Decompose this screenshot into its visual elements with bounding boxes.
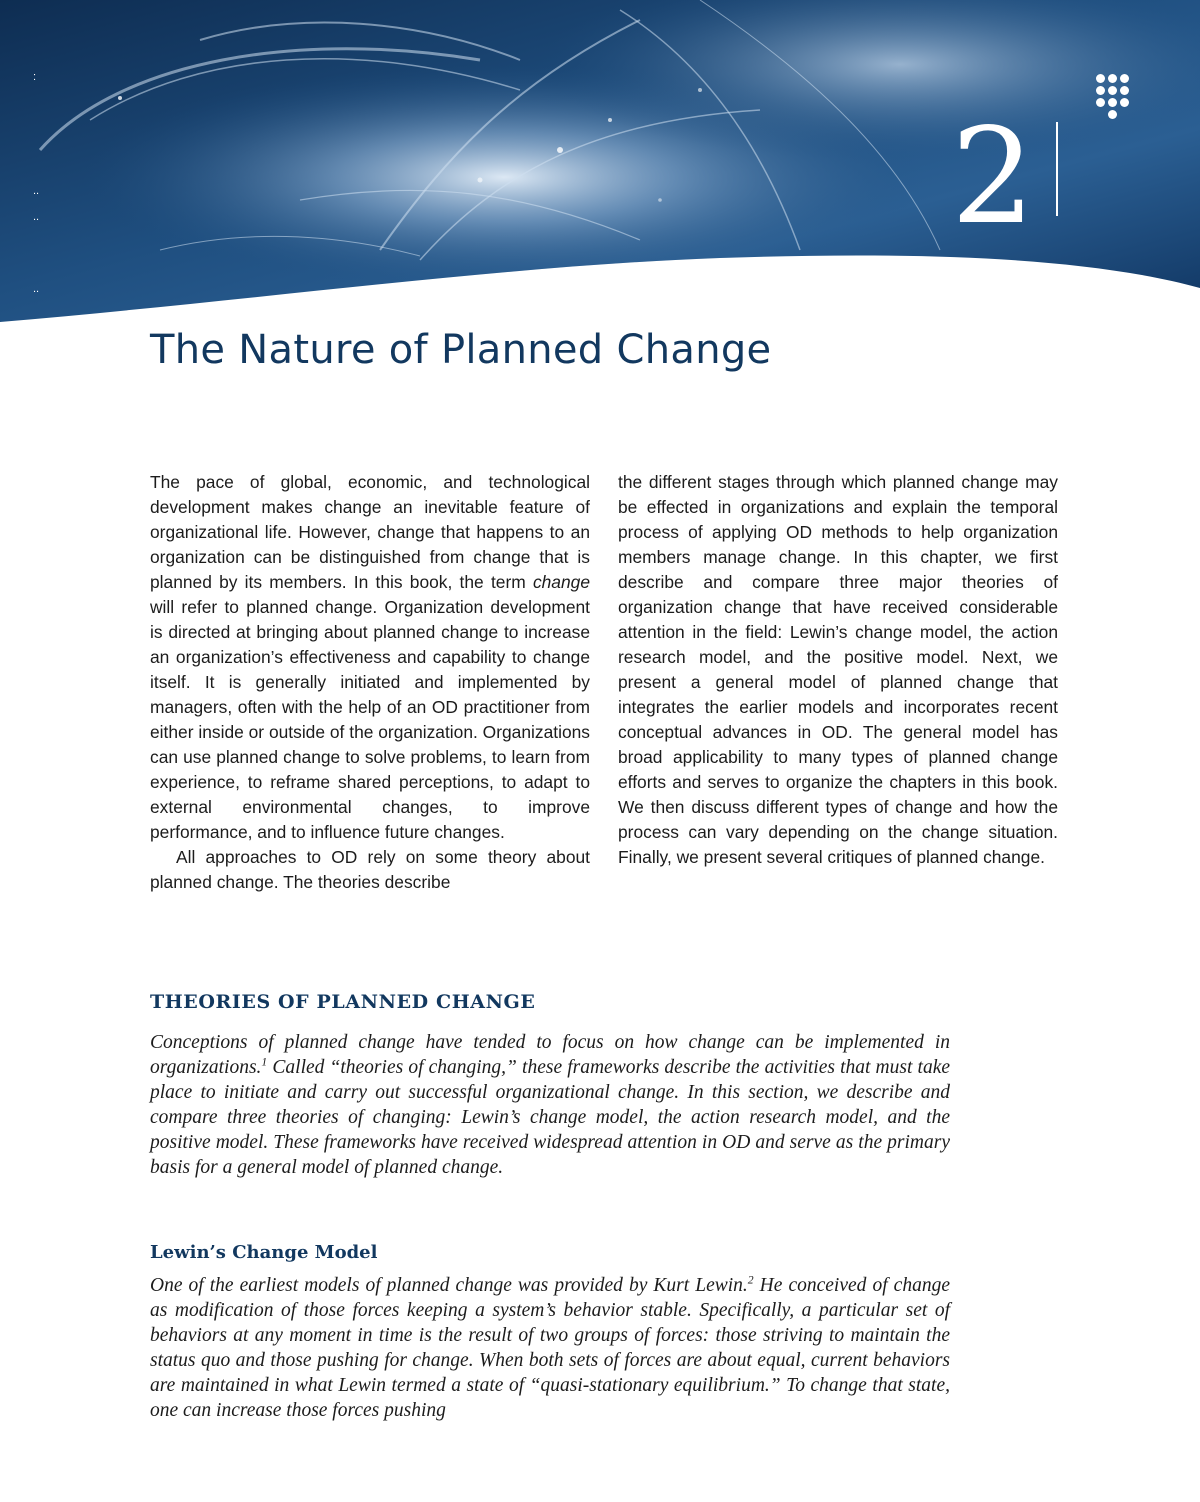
intro-text-continued: will refer to planned change. Organization development is directed at bringing about planned change to increase an organization’s effectiveness and capability to change itself. It is generally initiated and implemented by managers, often with the help of an OD practitioner from either inside or outside of the organization. Organizations can use planned change to solve problems, to learn from experience, to reframe shared perceptions, to adapt to external environmental changes, to improve performance, and to influence future changes. (150, 597, 590, 842)
intro-text: The pace of global, economic, and technological development makes change an inevitable feature of organizational life. However, change that happens to an organization can be distinguished from change that is planned by its members. In this book, the term (150, 472, 590, 592)
edge-dots-2: .. (33, 185, 40, 197)
section-text-continued: Called “theories of changing,” these frameworks describe the activities that must take place to initiate and carry out successful organizational change. In this section, we describe and compare three theories of changing: Lewin’s change model, the action research model, and the positive model. These frameworks have received widespread attention in OD and serve as the primary basis for a general model of planned change. (150, 1057, 950, 1178)
intro-paragraph-3: the different stages through which planned change may be effected in organizations and explain the temporal process of applying OD methods to help organization members manage change. In this chapter, we first describe and compare three major theories of organization change that have received considerable attention in the field: Lewin’s change model, the action research model, and the positive model. Next, we present a general model of planned change that integrates the earlier models and incorporates recent conceptual advances in OD. The general model has broad applicability to many types of planned change efforts and serves to organize the chapters in this book. We then discuss different types of change and how the process can vary depending on the change situation. Finally, we present several critiques of planned change. (618, 472, 1058, 867)
subsection-text: One of the earliest models of planned change was provided by Kurt Lewin. (150, 1275, 748, 1296)
intro-right-column (618, 470, 1058, 870)
edge-dots-4: .. (33, 283, 40, 295)
intro-paragraph-2: All approaches to OD rely on some theory about planned change. The theories describe (150, 847, 590, 892)
section-paragraph (150, 1030, 950, 1180)
dot-grid-icon (1096, 74, 1128, 119)
chapter-divider (1056, 122, 1058, 216)
section-heading: THEORIES OF PLANNED CHANGE (150, 991, 536, 1013)
intro-paragraph-1 (150, 470, 590, 845)
section-text: Conceptions of planned change have tended to focus on how change can be implemented in organizations. (150, 1032, 950, 1078)
subsection-text-continued: He conceived of change as modification of those forces keeping a system’s behavior stable. Specifically, a particular set of behaviors at any moment in time is the result of two groups of forces: those striving to maintain the status quo and those pushing for change. When both sets of forces are about equal, current behaviors are maintained in what Lewin termed a state of “quasi-stationary equilibrium.” To change that state, one can increase those forces pushing (150, 1275, 950, 1421)
intro-left-column (150, 470, 590, 895)
subsection-paragraph (150, 1273, 950, 1423)
subsection-heading: Lewin’s Change Model (150, 1242, 378, 1263)
chapter-number: 2 (951, 100, 1035, 254)
intro-emphasis: change (532, 572, 590, 592)
edge-dots-3: .. (33, 211, 40, 223)
chapter-title: The Nature of Planned Change (150, 327, 772, 373)
footnote-ref-2[interactable]: 2 (747, 1273, 754, 1287)
edge-dots-1: : (33, 71, 37, 83)
footnote-ref-1[interactable]: 1 (261, 1055, 268, 1069)
